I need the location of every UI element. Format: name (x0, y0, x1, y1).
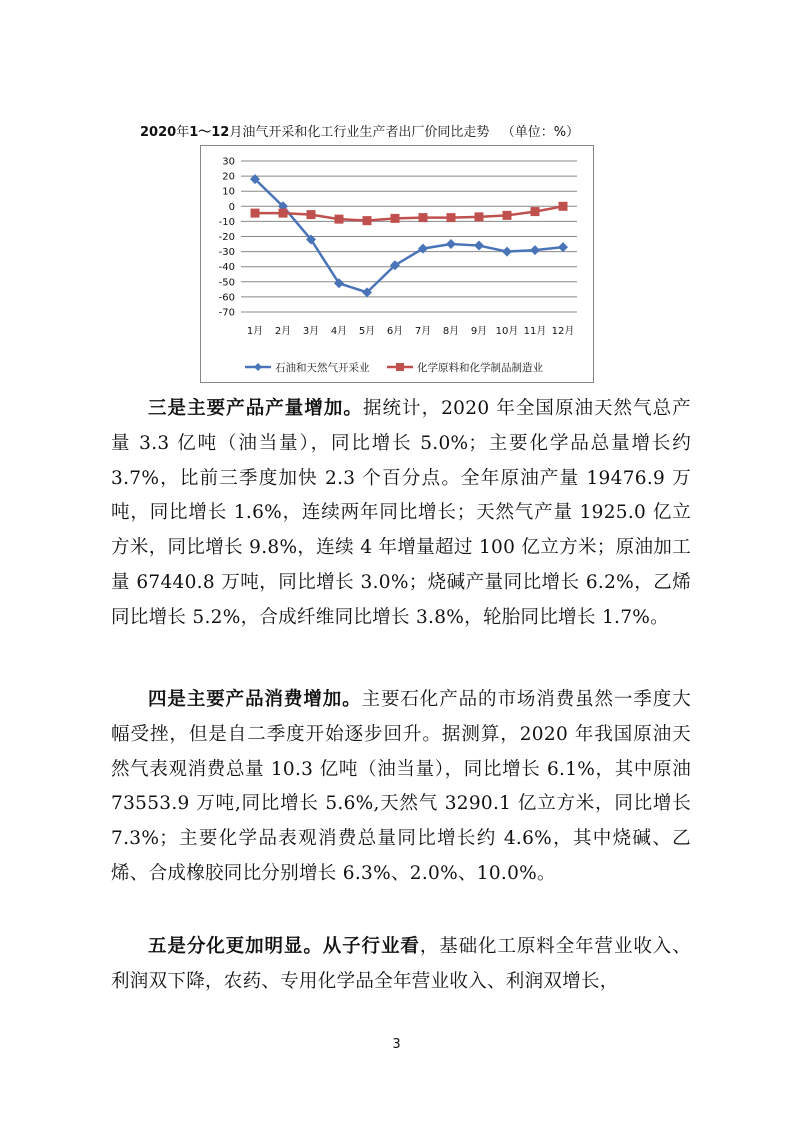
paragraph-consumption (111, 683, 691, 892)
data-point (531, 207, 540, 216)
series-line (255, 206, 563, 220)
chart-title: 2020年1～12月油气开采和化工行业生产者出厂价同比走势 （单位：%） (140, 125, 580, 140)
x-tick-label: 6月 (386, 326, 404, 337)
y-tick-label: 10 (222, 186, 235, 198)
legend-marker (254, 363, 262, 371)
line-chart (201, 146, 593, 382)
y-tick-label: -40 (218, 262, 235, 274)
data-point (503, 211, 512, 220)
data-point (335, 215, 344, 224)
chart-frame (200, 145, 594, 383)
y-tick-label: -70 (218, 307, 235, 319)
x-tick-label: 3月 (302, 326, 320, 337)
data-point (251, 209, 260, 218)
paragraph-body: ，基础化工原料全年营业收入、利润双下降，农药、专用化学品全年营业收入、利润双增长， (111, 936, 692, 992)
legend-label: 石油和天然气开采业 (275, 362, 370, 374)
data-point (475, 212, 484, 221)
x-tick-label: 10月 (495, 326, 519, 337)
paragraph-body: 据统计，2020 年全国原油天然气总产量 3.3 亿吨（油当量），同比增长 5.0%；主要化学品总量增长约 3.7%，比前三季度加快 2.3 个百分点。全年原油产量 19476.9 万吨，同比增长 1.6%，连续两年同比增长；天然气产量 1925.0 亿立方米，同比增长 9.8%，连续 4 年增量超过 100 亿立方米；原油加工量 67440.8 万吨，同比增长 3.0%；烧碱产量同比增长 6.2%，乙烯同比增长 5.2%，合成纤维同比增长 3.8%，轮胎同比增长 1.7%。 (111, 398, 691, 628)
legend-marker (396, 363, 404, 371)
y-tick-label: -10 (218, 216, 235, 228)
data-point (502, 247, 512, 257)
x-tick-label: 2月 (274, 326, 292, 337)
legend-label: 化学原料和化学制品制造业 (417, 362, 543, 374)
paragraph-production (111, 392, 691, 636)
data-point (419, 213, 428, 222)
page-number: 3 (392, 1037, 401, 1052)
y-tick-label: 30 (222, 156, 235, 168)
y-tick-label: 20 (222, 171, 235, 183)
y-tick-label: 0 (228, 201, 235, 213)
x-tick-label: 8月 (442, 326, 460, 337)
paragraph-lead: 五是分化更加明显。从子行业看 (148, 936, 420, 957)
paragraph-divergence (111, 930, 691, 1000)
data-point (391, 214, 400, 223)
paragraph-lead: 三是主要产品产量增加。 (148, 398, 363, 419)
data-point (559, 202, 568, 211)
data-point (474, 241, 484, 251)
series-line (255, 179, 563, 292)
data-point (446, 239, 456, 249)
x-tick-label: 12月 (551, 326, 575, 337)
data-point (447, 213, 456, 222)
y-tick-label: -50 (218, 277, 235, 289)
x-tick-label: 1月 (246, 326, 264, 337)
data-point (530, 245, 540, 255)
data-point (279, 209, 288, 218)
paragraph-body: 主要石化产品的市场消费虽然一季度大幅受挫，但是自二季度开始逐步回升。据测算，2020 年我国原油天然气表观消费总量 10.3 亿吨（油当量），同比增长 6.1%，其中原油 73553.9 万吨,同比增长 5.6%,天然气 3290.1 亿立方米，同比增长 7.3%；主要化学品表观消费总量同比增长约 4.6%，其中烧碱、乙烯、合成橡胶同比分别增长 6.3%、2.0%、10.0%。 (111, 689, 691, 884)
y-tick-label: -30 (218, 247, 235, 259)
y-tick-label: -20 (218, 232, 235, 243)
data-point (558, 242, 568, 252)
x-tick-label: 11月 (523, 326, 547, 337)
data-point (363, 216, 372, 225)
data-point (307, 210, 316, 219)
y-tick-label: -60 (218, 292, 235, 304)
paragraph-lead: 四是主要产品消费增加。 (148, 689, 362, 710)
x-tick-label: 4月 (330, 326, 348, 337)
x-tick-label: 7月 (414, 326, 432, 337)
x-tick-label: 5月 (358, 326, 376, 337)
x-tick-label: 9月 (470, 326, 488, 337)
